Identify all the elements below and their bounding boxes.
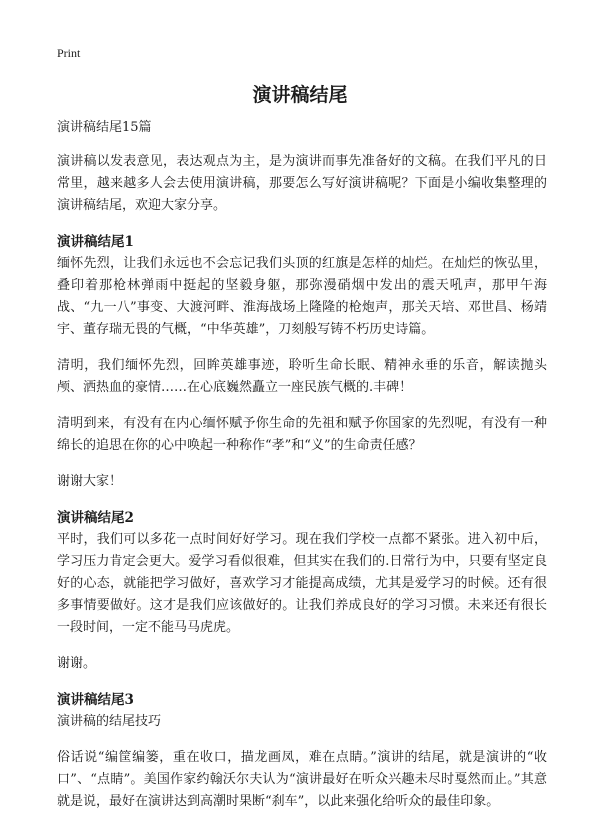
section-3 — [57, 689, 547, 813]
section-2 — [57, 507, 547, 675]
article-subtitle: 演讲稿结尾15篇 — [57, 120, 152, 135]
intro-paragraph: 演讲稿以发表意见，表达观点为主，是为演讲而事先准备好的文稿。在我们平凡的日常里，越来越多人会去使用演讲稿，那要怎么写好演讲稿呢？下面是小编收集整理的演讲稿结尾，欢迎大家分享。 — [57, 154, 547, 213]
section-1 — [57, 231, 547, 493]
paragraph: 俗话说“编筐编篓，重在收口，描龙画凤，难在点睛。”演讲的结尾，就是演讲的“收口”、“点睛”。美国作家约翰沃尔夫认为“演讲最好在听众兴趣未尽时戛然而止。”其意就是说，最好在演讲达到高潮时果断“刹车”，以此来强化给听众的最佳印象。 — [57, 750, 547, 809]
section-heading: 演讲稿结尾1 — [57, 234, 134, 250]
paragraph: 缅怀先烈，让我们永远也不会忘记我们头顶的红旗是怎样的灿烂。在灿烂的恢弘里，叠印着那枪林弹雨中挺起的坚毅身躯，那弥漫硝烟中发出的震天吼声，那甲午海战、“九一八”事变、大渡河畔、淮海战场上隆隆的枪炮声，那关天培、邓世昌、杨靖宇、董存瑞无畏的气概，“中华英雄”，刀刻般写铸不朽历史诗篇。 — [57, 256, 547, 337]
paragraph: 清明，我们缅怀先烈，回眸英雄事迹，聆听生命长眠、精神永垂的乐音，解读抛头颅、洒热血的豪情……在心底巍然矗立一座民族气概的.丰碑！ — [57, 358, 547, 395]
paragraph: 演讲稿的结尾技巧 — [57, 714, 162, 729]
section-heading: 演讲稿结尾2 — [57, 510, 134, 526]
paragraph: 清明到来，有没有在内心缅怀赋予你生命的先祖和赋予你国家的先烈呢，有没有一种绵长的追思在你的心中唤起一种称作“孝”和“义”的生命责任感？ — [57, 416, 547, 453]
paragraph: 平时，我们可以多花一点时间好好学习。现在我们学校一点都不紧张。进入初中后，学习压力肯定会更大。爱学习看似很难，但其实在我们的.日常行为中，只要有坚定良好的心态，就能把学习做好，喜欢学习才能提高成绩，尤其是爱学习的时候。还有很多事情要做好。这才是我们应该做好的。让我们养成良好的学习习惯。未来还有很长一段时间，一定不能马马虎虎。 — [57, 532, 547, 635]
paragraph: 谢谢。 — [57, 656, 97, 671]
paragraph: 谢谢大家！ — [57, 474, 123, 489]
section-heading: 演讲稿结尾3 — [57, 692, 134, 708]
print-link[interactable]: Print — [57, 46, 81, 60]
page-title: 演讲稿结尾 — [252, 84, 348, 106]
article-body — [57, 117, 547, 827]
